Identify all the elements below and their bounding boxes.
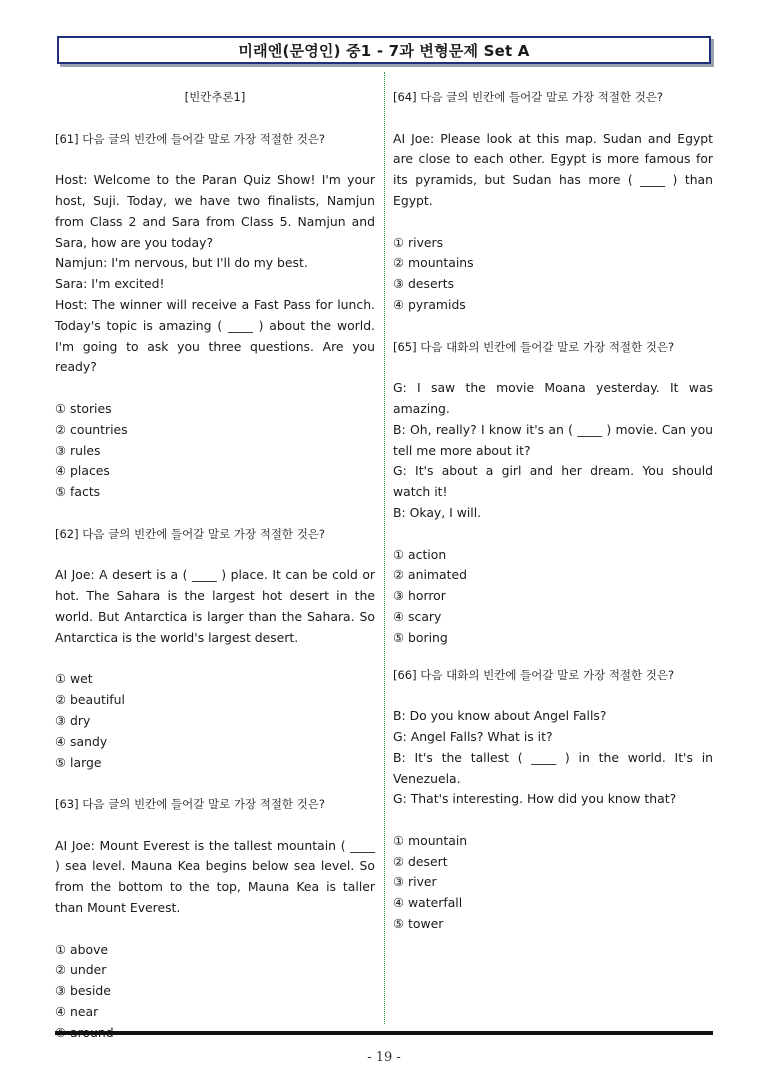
choice-item: ② under	[55, 962, 107, 978]
question-passage	[393, 129, 713, 212]
footer-rule	[55, 1031, 713, 1035]
question-65	[393, 337, 713, 649]
section-tag: [빈칸추론1]	[184, 90, 246, 104]
choice-list	[393, 545, 713, 649]
passage-line: B: It's the tallest ( ____ ) in the world. It's in Venezuela.	[393, 749, 713, 786]
choice-item: ③ river	[393, 874, 437, 890]
question-title: [62] 다음 글의 빈칸에 들어갈 말로 가장 적절한 것은?	[55, 526, 326, 541]
choice-item: ④ places	[55, 463, 110, 479]
choice-item: ① wet	[55, 671, 93, 687]
question-passage	[393, 378, 713, 524]
passage-line: AI Joe: A desert is a ( ____ ) place. It can be cold or hot. The Sahara is the largest hot desert in the world. But Antarctica is larger than the Sahara. So Antarctica is the world's largest desert.	[55, 567, 375, 645]
choice-item: ② desert	[393, 853, 448, 869]
passage-line: B: Oh, really? I know it's an ( ____ ) movie. Can you tell me more about it?	[393, 421, 713, 458]
choice-item: ③ deserts	[393, 276, 455, 292]
passage-line: G: Angel Falls? What is it?	[393, 728, 553, 744]
left-column	[55, 87, 375, 1044]
choice-item: ⑤ tower	[393, 916, 444, 932]
passage-line: G: I saw the movie Moana yesterday. It was amazing.	[393, 380, 713, 416]
passage-line: AI Joe: Please look at this map. Sudan and Egypt are close to each other. Egypt is more famous for its pyramids, but Sudan has more ( ____ ) than Egypt.	[393, 130, 713, 208]
choice-item: ④ waterfall	[393, 895, 463, 911]
question-title: [66] 다음 대화의 빈칸에 들어갈 말로 가장 적절한 것은?	[393, 667, 675, 682]
choice-list	[55, 399, 375, 503]
passage-line: B: Do you know about Angel Falls?	[393, 708, 607, 724]
choice-item: ③ beside	[55, 983, 111, 999]
choice-item: ⑤ boring	[393, 629, 448, 645]
choice-item: ④ scary	[393, 608, 442, 624]
choice-list	[55, 669, 375, 773]
choice-item: ① action	[393, 546, 447, 562]
page-header	[57, 36, 711, 64]
question-64	[393, 87, 713, 316]
question-passage	[55, 565, 375, 648]
choice-item: ⑤ large	[55, 754, 102, 770]
choice-item: ③ horror	[393, 588, 446, 604]
question-passage	[55, 170, 375, 378]
passage-line: Sara: I'm excited!	[55, 276, 165, 292]
choice-item: ② animated	[393, 567, 467, 583]
choice-item: ① above	[55, 941, 109, 957]
choice-list	[55, 940, 375, 1044]
question-62	[55, 524, 375, 774]
passage-line: B: Okay, I will.	[393, 504, 482, 520]
choice-list	[393, 233, 713, 316]
question-title: [64] 다음 글의 빈칸에 들어갈 말로 가장 적절한 것은?	[393, 90, 664, 104]
passage-line: Host: Welcome to the Paran Quiz Show! I'm your host, Suji. Today, we have two finalists, Namjun from Class 2 and Sara from Class 5. Namjun and Sara, how are you today?	[55, 172, 375, 250]
choice-item: ④ near	[55, 1004, 99, 1020]
right-column	[393, 87, 713, 935]
choice-item: ⑤ facts	[55, 484, 101, 500]
choice-item: ③ rules	[55, 442, 101, 458]
page-number: - 19 -	[367, 1050, 401, 1065]
choice-item: ① mountain	[393, 832, 468, 848]
question-61	[55, 129, 375, 503]
question-passage	[393, 706, 713, 810]
choice-item: ④ pyramids	[393, 296, 466, 312]
choice-item: ② beautiful	[55, 692, 125, 708]
passage-line: G: It's about a girl and her dream. You should watch it!	[393, 463, 713, 500]
question-title: [61] 다음 글의 빈칸에 들어갈 말로 가장 적절한 것은?	[55, 131, 326, 146]
page-title: 미래엔(문영인) 중1 - 7과 변형문제 Set A	[238, 41, 530, 60]
choice-item: ② mountains	[393, 255, 474, 271]
passage-line: Host: The winner will receive a Fast Pass for lunch. Today's topic is amazing ( ____ ) about the world. I'm going to ask you three questions. Are you ready?	[55, 296, 375, 375]
question-66	[393, 665, 713, 935]
passage-line: G: That's interesting. How did you know that?	[393, 791, 677, 807]
passage-line: AI Joe: Mount Everest is the tallest mountain ( ____ ) sea level. Mauna Kea begins below sea level. So from the bottom to the top, Mauna Kea is taller than Mount Everest.	[55, 837, 375, 916]
choice-item: ④ sandy	[55, 733, 108, 749]
question-title: [63] 다음 글의 빈칸에 들어갈 말로 가장 적절한 것은?	[55, 797, 326, 812]
choice-item: ③ dry	[55, 712, 91, 728]
question-63	[55, 794, 375, 1044]
choice-item: ② countries	[55, 421, 128, 437]
choice-item: ① stories	[55, 400, 112, 416]
question-title: [65] 다음 대화의 빈칸에 들어갈 말로 가장 적절한 것은?	[393, 339, 675, 354]
choice-list	[393, 831, 713, 935]
passage-line: Namjun: I'm nervous, but I'll do my best.	[55, 255, 308, 271]
column-divider	[384, 72, 385, 1024]
question-passage	[55, 836, 375, 919]
choice-item: ① rivers	[393, 234, 444, 250]
